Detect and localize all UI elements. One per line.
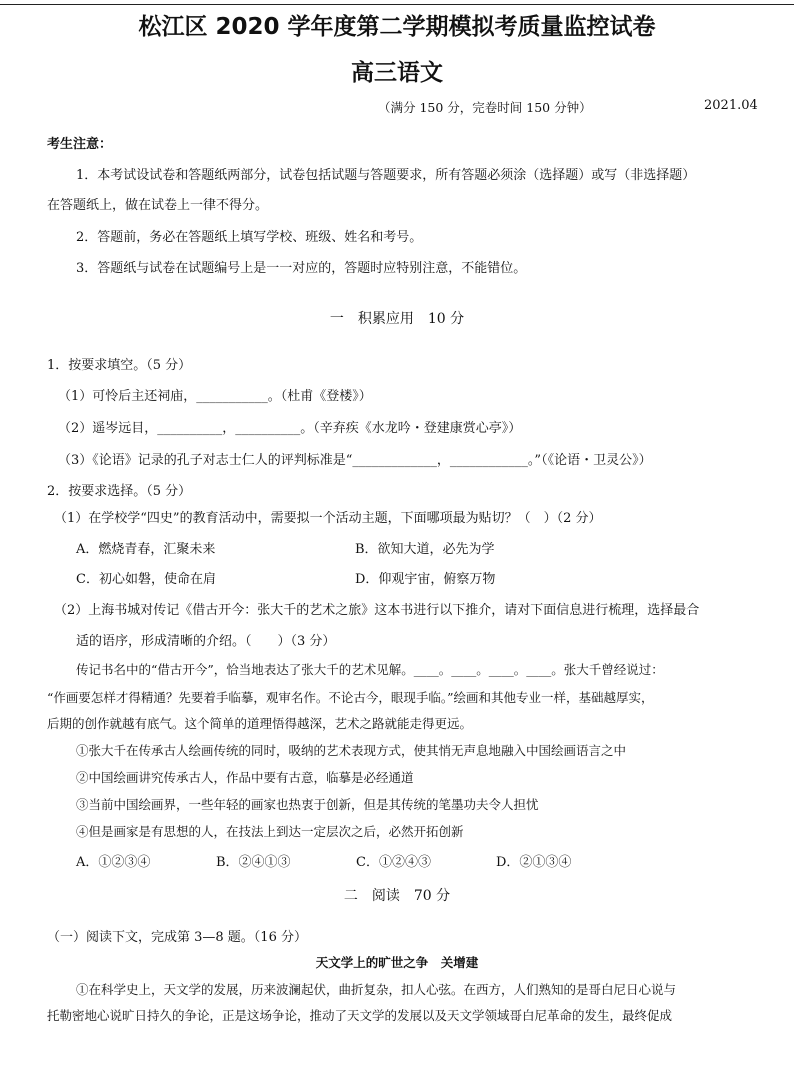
option-2-2-d: D．②①③④ [496,855,572,870]
notice-item-1: 1．本考试设试卷和答题纸两部分，试卷包括试题与答题要求，所有答题必须涂（选择题）或写（非选择题） [76,168,696,183]
exam-date: 2021.04 [704,98,758,113]
question-2-1: （1）在学校学“四史”的教育活动中，需要拟一个活动主题，下面哪项最为贴切？（ ）（2 分） [54,511,602,526]
option-2-1-d: D．仰观宇宙，俯察万物 [355,572,496,587]
question-1-3: （3）《论语》记录的孔子对志士仁人的评判标准是“_____________，____________。”（《论语・卫灵公》） [58,453,652,468]
notice-heading: 考生注意： [47,137,113,152]
section2-heading: 二 阅读 70 分 [343,888,451,904]
sentence-3: ③当前中国绘画界，一些年轻的画家也热衷于创新，但是其传统的笔墨功夫令人担忧 [76,797,539,812]
sentence-2: ②中国绘画讲究传承古人，作品中要有古意，临摹是必经通道 [76,770,414,785]
option-2-2-b: B．②④①③ [216,855,291,870]
option-2-1-c: C．初心如磐，使命在肩 [76,572,216,587]
passage-line-1: 传记书名中的“借古开今”，恰当地表达了张大千的艺术见解。____。____。____。____。张大千曾经说过： [76,662,664,677]
exam-title: 松江区 2020 学年度第二学期模拟考质量监控试卷 [138,14,656,40]
article-para-1: ①在科学史上，天文学的发展，历来波澜起伏，曲折复杂，扣人心弦。在西方，人们熟知的是哥白尼日心说与 [76,982,677,997]
question-1-1: （1）可怜后主还祠庙，___________。（杜甫《登楼》） [58,389,372,404]
article-para-1-cont: 托勒密地心说旷日持久的争论，正是这场争论，推动了天文学的发展以及天文学领域哥白尼革命的发生，最终促成 [47,1008,673,1023]
passage-line-2: “作画要怎样才得精通？先要着手临摹，观审名作。不论古今，眼现手临。”绘画和其他专业一样，基础越厚实， [47,690,654,705]
option-2-1-b: B．欲知大道，必先为学 [355,542,495,557]
option-2-1-a: A．燃烧青春，汇聚未来 [76,542,216,557]
subject-title: 高三语文 [351,60,443,86]
reading-part-1: （一）阅读下文，完成第 3—8 题。（16 分） [47,930,307,945]
question-2: 2．按要求选择。（5 分） [47,484,192,499]
option-2-2-a: A．①②③④ [76,855,151,870]
sentence-1: ①张大千在传承古人绘画传统的同时，吸纳的艺术表现方式，使其悄无声息地融入中国绘画语言之中 [76,743,627,758]
notice-item-1-cont: 在答题纸上，做在试卷上一律不得分。 [47,198,269,213]
notice-item-2: 2．答题前，务必在答题纸上填写学校、班级、姓名和考号。 [76,230,423,245]
score-info: （满分 150 分，完卷时间 150 分钟） [378,100,592,115]
question-2-2-cont: 适的语序，形成清晰的介绍。（ ）（3 分） [76,634,336,649]
article-title: 天文学上的旷世之争 关增建 [315,955,479,970]
question-2-2: （2）上海书城对传记《借古开今：张大千的艺术之旅》这本书进行以下推介，请对下面信息进行梳理，选择最合 [54,603,700,618]
question-1-2: （2）遥岑远目，__________，__________。（辛弃疾《水龙吟・登建康赏心亭》） [58,421,522,436]
section1-heading: 一 积累应用 10 分 [329,311,465,327]
sentence-4: ④但是画家是有思想的人，在技法上到达一定层次之后，必然开拓创新 [76,824,464,839]
top-rule [0,4,794,5]
option-2-2-c: C．①②④③ [356,855,431,870]
passage-line-3: 后期的创作就越有底气。这个简单的道理悟得越深，艺术之路就能走得更远。 [47,716,473,731]
notice-item-3: 3．答题纸与试卷在试题编号上是一一对应的，答题时应特别注意，不能错位。 [76,261,527,276]
question-1: 1．按要求填空。（5 分） [47,358,192,373]
